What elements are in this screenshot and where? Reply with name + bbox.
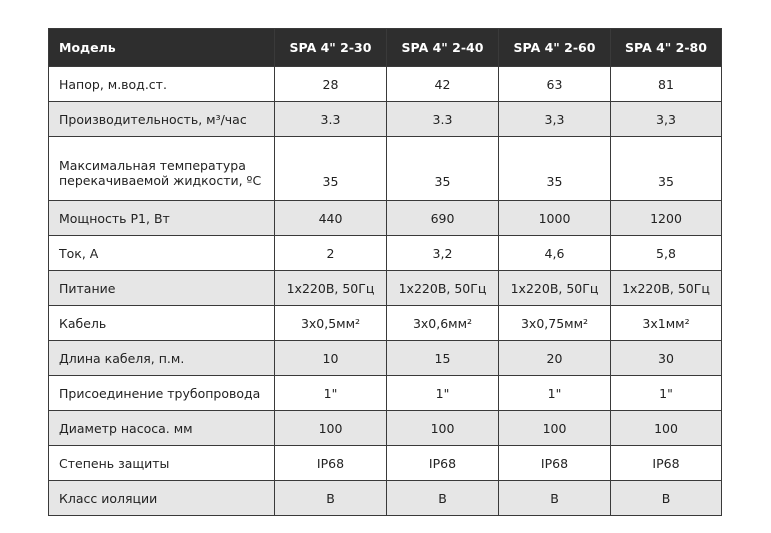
- row-label: Ток, А: [49, 236, 275, 271]
- header-cell-spa-2-30: SPA 4" 2-30: [275, 29, 387, 67]
- cell-value: 1": [387, 376, 499, 411]
- cell-value: 1": [611, 376, 722, 411]
- cell-value: B: [387, 481, 499, 516]
- spec-table: [48, 28, 722, 516]
- cell-value: 100: [499, 411, 611, 446]
- cell-value: 63: [499, 67, 611, 102]
- cell-value: 1": [275, 376, 387, 411]
- cell-value: 5,8: [611, 236, 722, 271]
- cell-value: 690: [387, 201, 499, 236]
- cell-value: B: [275, 481, 387, 516]
- cell-value: 10: [275, 341, 387, 376]
- cell-value: 100: [387, 411, 499, 446]
- row-label: Класс иоляции: [49, 481, 275, 516]
- row-label: Максимальная температура перекачиваемой жидкости, ºС: [49, 137, 275, 201]
- table-body: [49, 67, 722, 516]
- cell-value: 20: [499, 341, 611, 376]
- cell-value: 100: [611, 411, 722, 446]
- table-row-protection: [49, 446, 722, 481]
- cell-value: IP68: [275, 446, 387, 481]
- row-label: Длина кабеля, п.м.: [49, 341, 275, 376]
- row-label: Напор, м.вод.ст.: [49, 67, 275, 102]
- cell-value: 35: [499, 137, 611, 201]
- cell-value: 1х220В, 50Гц: [387, 271, 499, 306]
- cell-value: 30: [611, 341, 722, 376]
- row-label: Диаметр насоса. мм: [49, 411, 275, 446]
- table-row-max-temperature: [49, 137, 722, 201]
- cell-value: 3.3: [387, 102, 499, 137]
- cell-value: 3х1мм²: [611, 306, 722, 341]
- row-label: Мощность Р1, Вт: [49, 201, 275, 236]
- header-row: [49, 29, 722, 67]
- cell-value: 440: [275, 201, 387, 236]
- cell-value: IP68: [499, 446, 611, 481]
- cell-value: 35: [387, 137, 499, 201]
- cell-value: 1х220В, 50Гц: [499, 271, 611, 306]
- cell-value: 4,6: [499, 236, 611, 271]
- table-row-insulation-class: [49, 481, 722, 516]
- table-row-cable-length: [49, 341, 722, 376]
- table-row-head-pressure: [49, 67, 722, 102]
- cell-value: 81: [611, 67, 722, 102]
- cell-value: 35: [611, 137, 722, 201]
- cell-value: 1": [499, 376, 611, 411]
- cell-value: 15: [387, 341, 499, 376]
- cell-value: 100: [275, 411, 387, 446]
- cell-value: B: [611, 481, 722, 516]
- table-row-pipe-connection: [49, 376, 722, 411]
- table-row-cable: [49, 306, 722, 341]
- cell-value: 35: [275, 137, 387, 201]
- table-row-pump-diameter: [49, 411, 722, 446]
- row-label: Кабель: [49, 306, 275, 341]
- table-row-capacity: [49, 102, 722, 137]
- header-cell-spa-2-60: SPA 4" 2-60: [499, 29, 611, 67]
- cell-value: 1200: [611, 201, 722, 236]
- cell-value: IP68: [611, 446, 722, 481]
- table-header: [49, 29, 722, 67]
- cell-value: 3х0,5мм²: [275, 306, 387, 341]
- cell-value: 3х0,75мм²: [499, 306, 611, 341]
- cell-value: 28: [275, 67, 387, 102]
- cell-value: 1000: [499, 201, 611, 236]
- cell-value: 1х220В, 50Гц: [275, 271, 387, 306]
- cell-value: IP68: [387, 446, 499, 481]
- cell-value: 3.3: [275, 102, 387, 137]
- table-row-current: [49, 236, 722, 271]
- table-row-power: [49, 201, 722, 236]
- header-cell-spa-2-40: SPA 4" 2-40: [387, 29, 499, 67]
- table-row-supply: [49, 271, 722, 306]
- row-label: Питание: [49, 271, 275, 306]
- cell-value: 3,3: [499, 102, 611, 137]
- cell-value: 1х220В, 50Гц: [611, 271, 722, 306]
- cell-value: B: [499, 481, 611, 516]
- header-cell-spa-2-80: SPA 4" 2-80: [611, 29, 722, 67]
- cell-value: 3х0,6мм²: [387, 306, 499, 341]
- row-label: Степень защиты: [49, 446, 275, 481]
- cell-value: 3,3: [611, 102, 722, 137]
- row-label: Производительность, м³/час: [49, 102, 275, 137]
- cell-value: 2: [275, 236, 387, 271]
- cell-value: 3,2: [387, 236, 499, 271]
- row-label: Присоединение трубопровода: [49, 376, 275, 411]
- header-cell-model: Модель: [49, 29, 275, 67]
- cell-value: 42: [387, 67, 499, 102]
